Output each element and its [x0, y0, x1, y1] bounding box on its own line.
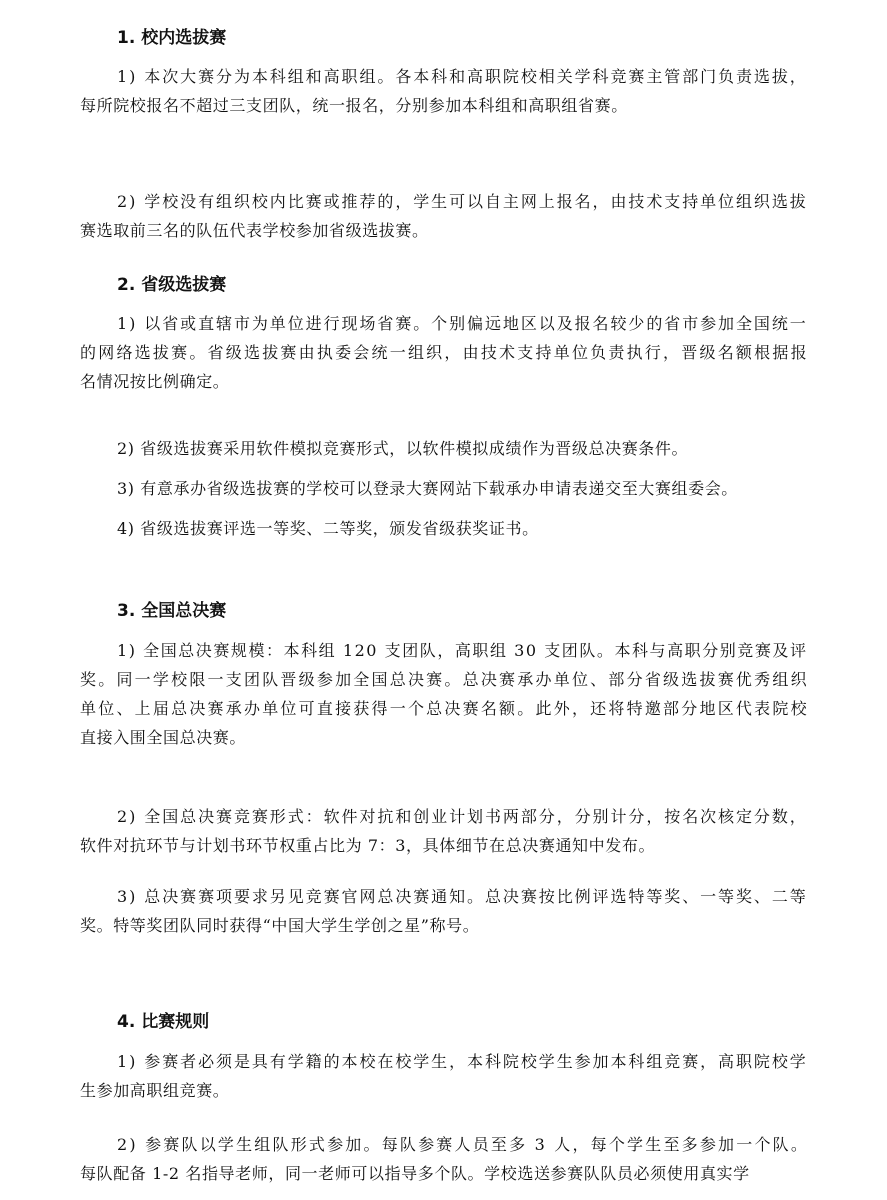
paragraph-line: 1) 参赛者必须是具有学籍的本校在校学生，本科院校学生参加本科组竞赛，高职院校学	[117, 1052, 808, 1071]
paragraph-line: 奖。同一学校限一支团队晋级参加全国总决赛。总决赛承办单位、部分省级选拔赛优秀组织	[80, 670, 809, 689]
section-heading: 4. 比赛规则	[117, 1012, 210, 1032]
paragraph-line: 每队配备 1-2 名指导老师，同一老师可以指导多个队。学校选送参赛队队员必须使用真实学	[80, 1164, 750, 1183]
paragraph-line: 2) 省级选拔赛采用软件模拟竞赛形式，以软件模拟成绩作为晋级总决赛条件。	[117, 439, 689, 458]
paragraph-line: 3) 有意承办省级选拔赛的学校可以登录大赛网站下载承办申请表递交至大赛组委会。	[117, 479, 738, 498]
paragraph-line: 生参加高职组竞赛。	[80, 1081, 230, 1100]
section-heading: 3. 全国总决赛	[117, 601, 227, 621]
paragraph-line: 1) 全国总决赛规模：本科组 120 支团队，高职组 30 支团队。本科与高职分别竞赛及评	[117, 641, 808, 660]
paragraph-line: 每所院校报名不超过三支团队，统一报名，分别参加本科组和高职组省赛。	[80, 96, 628, 115]
paragraph-line: 软件对抗环节与计划书环节权重占比为 7：3，具体细节在总决赛通知中发布。	[80, 836, 656, 855]
paragraph-line: 的网络选拔赛。省级选拔赛由执委会统一组织，由技术支持单位负责执行，晋级名额根据报	[80, 343, 809, 362]
section-heading: 2. 省级选拔赛	[117, 275, 227, 295]
paragraph-line: 2) 全国总决赛竞赛形式：软件对抗和创业计划书两部分，分别计分，按名次核定分数，	[117, 807, 808, 826]
paragraph-line: 奖。特等奖团队同时获得“中国大学生学创之星”称号。	[80, 916, 480, 935]
paragraph-line: 直接入围全国总决赛。	[80, 728, 247, 747]
paragraph-line: 名情况按比例确定。	[80, 372, 230, 391]
paragraph-line: 3) 总决赛赛项要求另见竞赛官网总决赛通知。总决赛按比例评选特等奖、一等奖、二等	[117, 887, 808, 906]
paragraph-line: 2) 参赛队以学生组队形式参加。每队参赛人员至多 3 人，每个学生至多参加一个队。	[117, 1135, 810, 1154]
paragraph-line: 1) 以省或直辖市为单位进行现场省赛。个别偏远地区以及报名较少的省市参加全国统一	[117, 314, 808, 333]
paragraph-line: 4) 省级选拔赛评选一等奖、二等奖，颁发省级获奖证书。	[117, 519, 539, 538]
paragraph-line: 单位、上届总决赛承办单位可直接获得一个总决赛名额。此外，还将特邀部分地区代表院校	[80, 699, 809, 718]
paragraph-line: 赛选取前三名的队伍代表学校参加省级选拔赛。	[80, 221, 429, 240]
paragraph-line: 1) 本次大赛分为本科组和高职组。各本科和高职院校相关学科竞赛主管部门负责选拔，	[117, 67, 808, 86]
section-heading: 1. 校内选拔赛	[117, 28, 227, 48]
paragraph-line: 2) 学校没有组织校内比赛或推荐的，学生可以自主网上报名，由技术支持单位组织选拔	[117, 192, 808, 211]
